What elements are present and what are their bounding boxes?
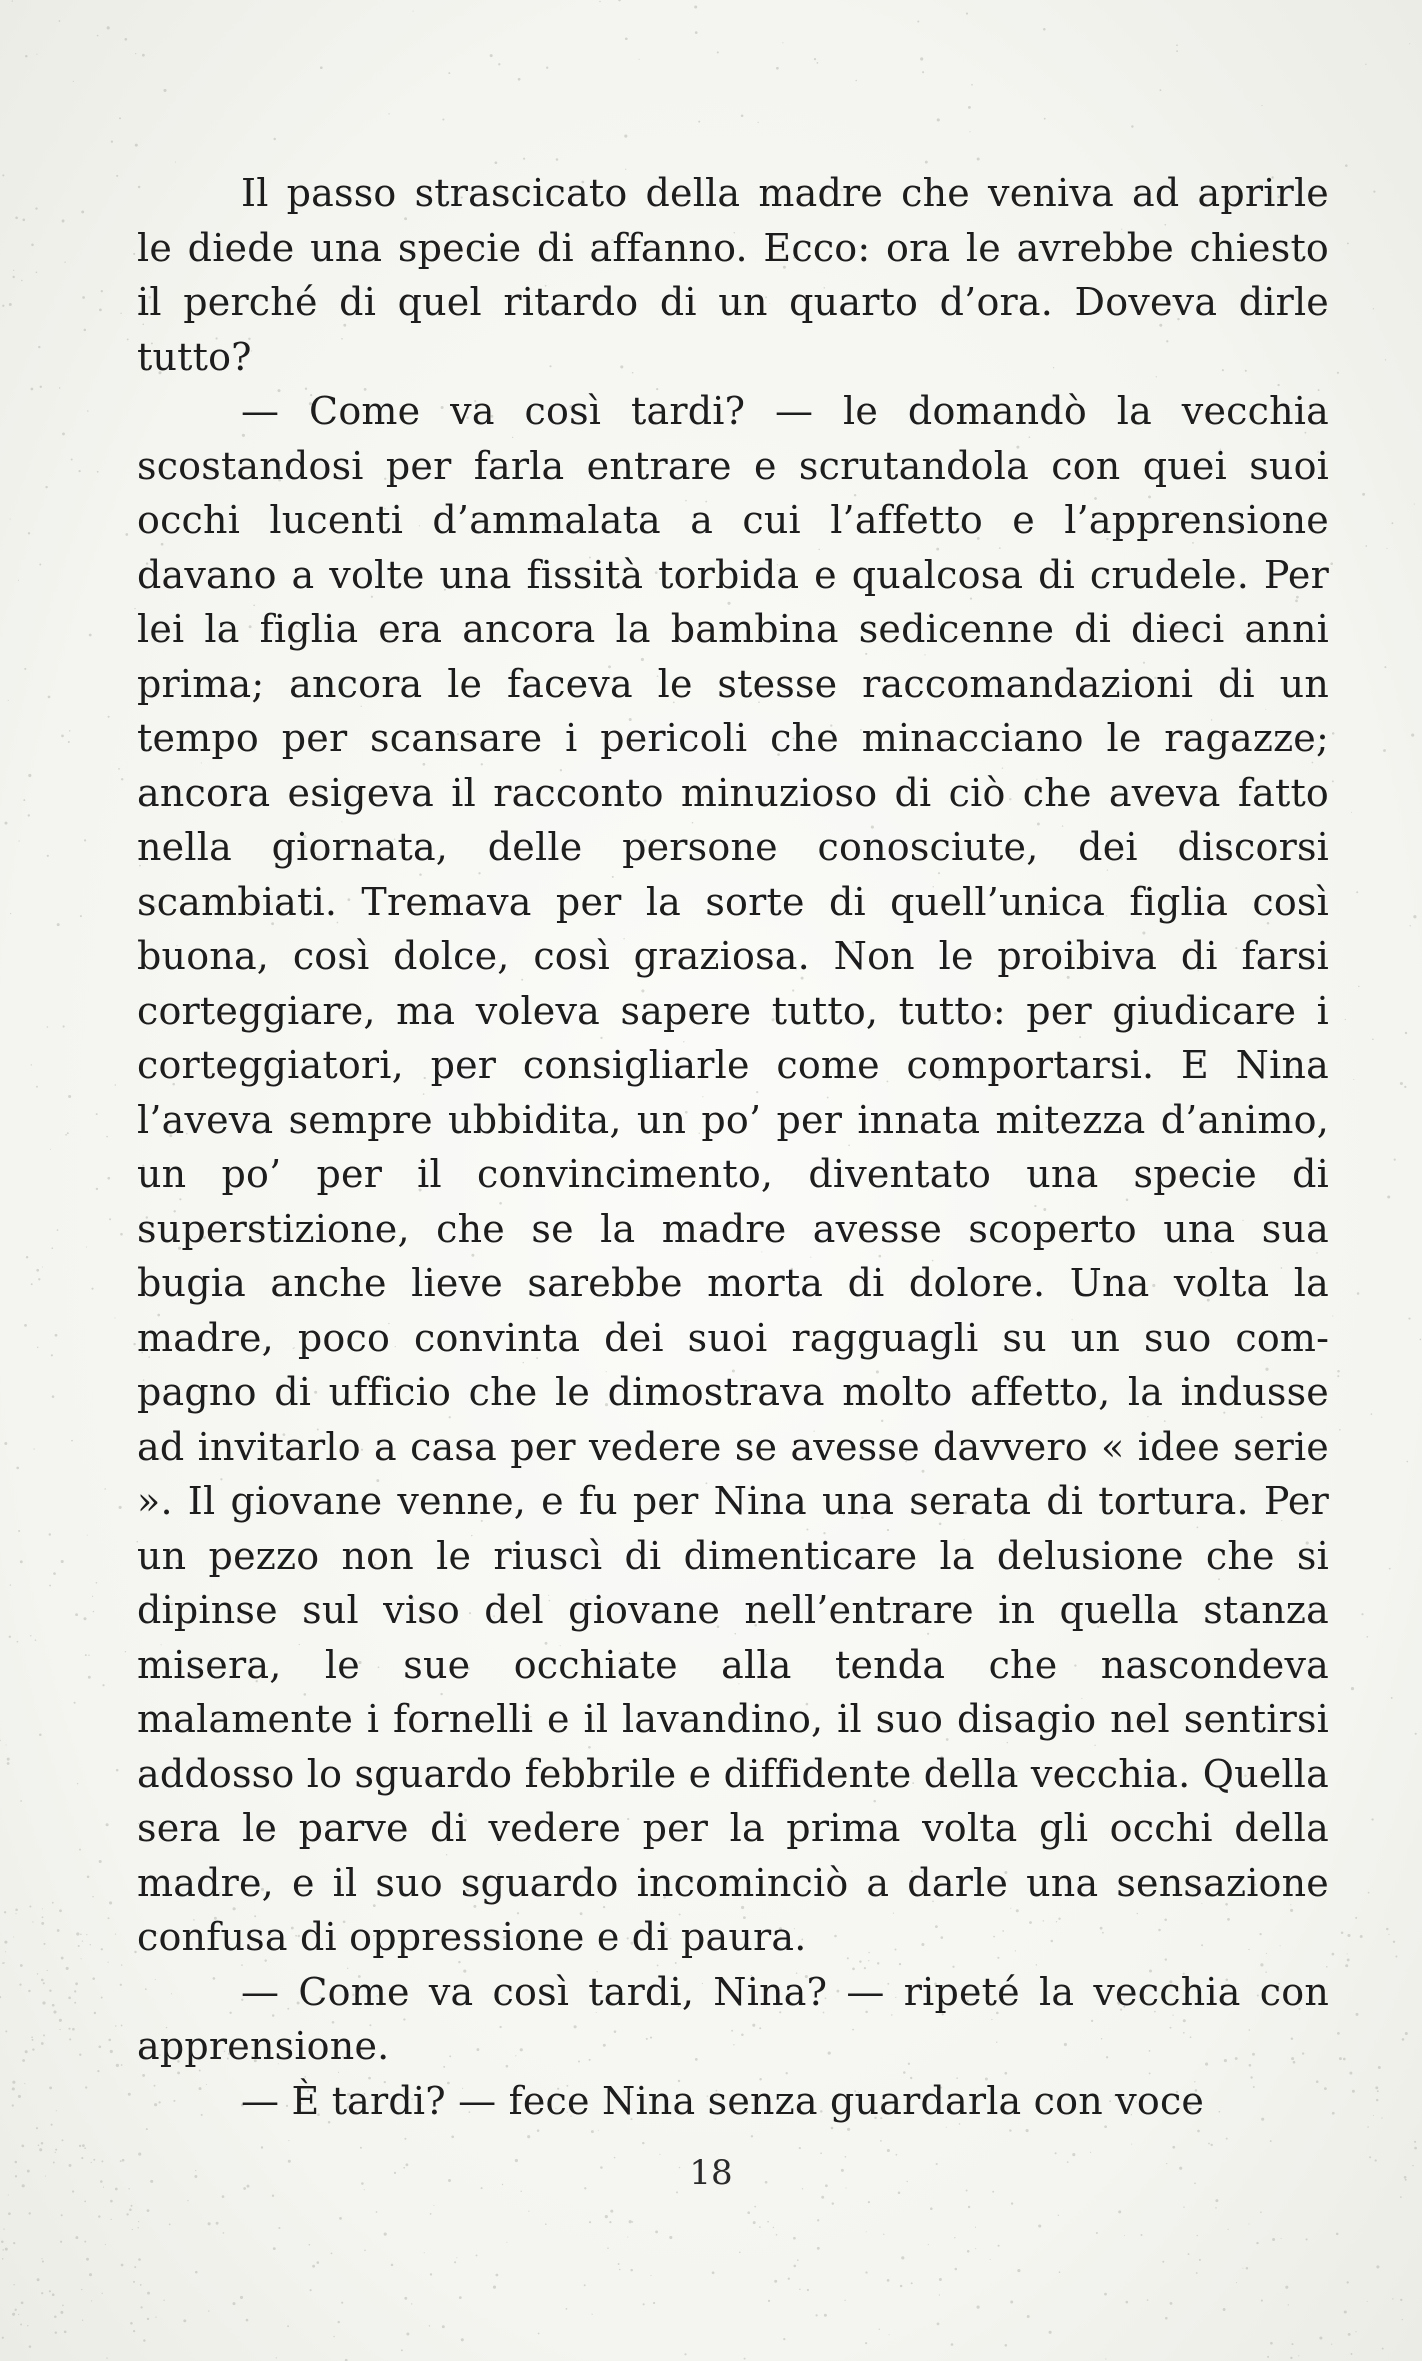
paragraph-4: — È tardi? — fece Nina senza guardarla con voce	[241, 2078, 1205, 2123]
page-number: 18	[689, 2153, 733, 2193]
paragraph-2: — Come va così tardi? — le domandò la vecchia scostandosi per farla entrare e scrutandola con quei suoi occhi lucenti d’ammalata a cui l’affetto e l’apprensione davano a volte una fissità torbida e qualcosa di crudele. Per lei la figlia era ancora la bambina sedicenne di dieci anni prima; ancora le faceva le stesse raccomandazioni di un tempo per scansare i pericoli che minacciano le ragazze; ancora esigeva il racconto minuzioso di ciò che aveva fatto nella giornata, delle persone conosciute, dei discorsi scambiati. Tremava per la sorte di quell’unica figlia così buona, così dolce, così graziosa. Non le proibiva di farsi corteggiare, ma voleva sapere tutto, tutto: per giudicare i corteggiatori, per consigliarle come comportarsi. E Nina l’aveva sempre ubbidita, un po’ per innata mitezza d’animo, un po’ per il convincimento, diventato una specie di superstizione, che se la madre avesse scoperto una sua bugia anche lieve sarebbe morta di dolore. Una volta la madre, poco convinta dei suoi ragguagli su un suo compagno di ufficio che le dimostrava molto affetto, la indusse ad invitarlo a casa per vedere se avesse davvero « idee serie ». Il giovane venne, e fu per Nina una serata di tortura. Per un pezzo non le riuscì di dimenticare la delusione che si dipinse sul viso del giovane nell’entrare in quella stanza misera, le sue occhiate alla tenda che nascondeva malamente i fornelli e il lavandino, il suo disagio nel sentirsi addosso lo sguardo febbrile e diffidente della vecchia. Quella sera le parve di vedere per la prima volta gli occhi della madre, e il suo sguardo incominciò a darle una sensazione confusa di oppressione e di paura.	[137, 389, 1329, 1959]
paragraph-1: Il passo strascicato della madre che veniva ad aprirle le diede una specie di affanno. Ecco: ora le avrebbe chiesto il perché di quel ritardo di un quarto d’ora. Doveva dirle tutto?	[137, 171, 1329, 379]
body-text	[137, 166, 1329, 2128]
paragraph-3: — Come va così tardi, Nina? — ripeté la vecchia con apprensione.	[137, 1969, 1329, 2068]
